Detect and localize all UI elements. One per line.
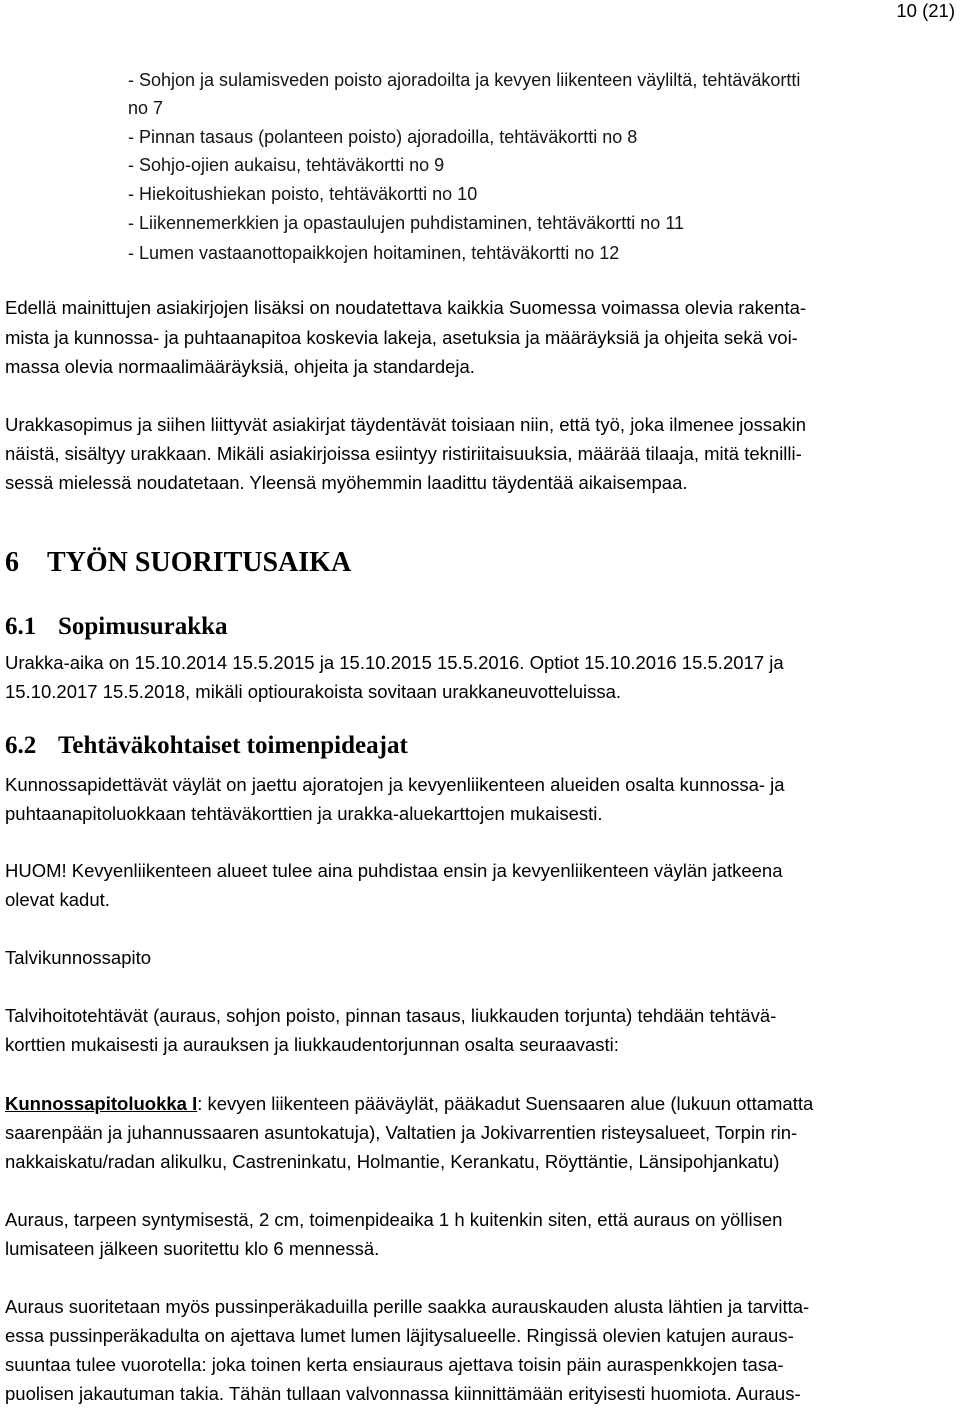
paragraph-line: olevat kadut. (5, 889, 110, 910)
paragraph-line: suuntaa tulee vuorotella: joka toinen kerta ensiauraus ajettava toisin päin auraspenkkojen tasa- (5, 1354, 784, 1375)
paragraph-line: mista ja kunnossa- ja puhtaanapitoa koskevia lakeja, asetuksia ja määräyksiä ja ohjeita sekä voi- (5, 327, 798, 348)
paragraph-line (5, 1093, 955, 1115)
list-line: - Liikennemerkkien ja opastaulujen puhdistaminen, tehtäväkortti no 11 (128, 213, 685, 233)
section-heading-6 (0, 546, 960, 580)
list-line: - Sohjo-ojien aukaisu, tehtäväkortti no 9 (128, 155, 445, 175)
paragraph-line: Auraus, tarpeen syntymisestä, 2 cm, toimenpideaika 1 h kuitenkin siten, että auraus on yöllisen (5, 1209, 783, 1230)
paragraph-line: massa olevia normaalimääräyksiä, ohjeita ja standardeja. (5, 356, 475, 377)
list-line: - Sohjon ja sulamisveden poisto ajoradoilta ja kevyen liikenteen väyliltä, tehtäväkortti (128, 70, 801, 90)
list-line: - Lumen vastaanottopaikkojen hoitaminen, tehtäväkortti no 12 (128, 243, 620, 263)
list-line: - Hiekoitushiekan poisto, tehtäväkortti no 10 (128, 184, 478, 204)
paragraph-line: saarenpään ja juhannussaaren asuntokatuja), Valtatien ja Jokivarrentien risteysalueet, Torpin rin- (5, 1122, 798, 1143)
section-number: 6 (5, 547, 19, 578)
paragraph-line: Kunnossapidettävät väylät on jaettu ajoratojen ja kevyenliikenteen alueiden osalta kunnossa- ja (5, 774, 785, 795)
section-title: Tehtäväkohtaiset toimenpideajat (58, 732, 408, 759)
list-line: no 7 (128, 98, 164, 118)
section-heading-6-1 (0, 612, 960, 642)
section-heading-6-2 (0, 731, 960, 761)
paragraph-line: Urakkasopimus ja siihen liittyvät asiakirjat täydentävät toisiaan niin, että työ, joka ilmenee jossakin (5, 414, 807, 435)
paragraph-line: sessä mielessä noudatetaan. Yleensä myöhemmin laadittu täydentää aikaisempaa. (5, 472, 688, 493)
paragraph-line: näistä, sisältyy urakkaan. Mikäli asiakirjoissa esiintyy ristiriitaisuuksia, määrää tilaaja, mitä teknilli- (5, 443, 802, 464)
list-line: - Pinnan tasaus (polanteen poisto) ajoradoilla, tehtäväkortti no 8 (128, 127, 638, 147)
paragraph-line: nakkaiskatu/radan alikulku, Castreninkatu, Holmantie, Kerankatu, Röyttäntie, Länsipohjankatu) (5, 1151, 780, 1172)
paragraph-line: essa pussinperäkadulta on ajettava lumet lumen läjitysalueelle. Ringissä olevien katujen auraus- (5, 1325, 794, 1346)
paragraph-line: korttien mukaisesti ja aurauksen ja liukkaudentorjunnan osalta seuraavasti: (5, 1034, 619, 1055)
subheading-winter-maintenance: Talvikunnossapito (5, 947, 152, 968)
page-number: 10 (21) (896, 0, 955, 21)
paragraph-line: 15.10.2017 15.5.2018, mikäli optiourakoista sovitaan urakkaneuvotteluissa. (5, 681, 622, 702)
paragraph-line: Urakka-aika on 15.10.2014 15.5.2015 ja 15.10.2015 15.5.2016. Optiot 15.10.2016 15.5.2017 ja (5, 652, 784, 673)
paragraph-line: Edellä mainittujen asiakirjojen lisäksi on noudatettava kaikkia Suomessa voimassa olevia rakenta- (5, 297, 807, 318)
class-description: : kevyen liikenteen pääväylät, pääkadut Suensaaren alue (lukuun ottamatta (197, 1093, 814, 1114)
paragraph-line: HUOM! Kevyenliikenteen alueet tulee aina puhdistaa ensin ja kevyenliikenteen väylän jatkeena (5, 860, 783, 881)
section-number: 6.2 (5, 732, 37, 759)
paragraph-line: Talvihoitotehtävät (auraus, sohjon poisto, pinnan tasaus, liukkauden torjunta) tehdään tehtävä- (5, 1005, 777, 1026)
section-title: TYÖN SUORITUSAIKA (47, 547, 352, 578)
paragraph-line: lumisateen jälkeen suoritettu klo 6 mennessä. (5, 1238, 380, 1259)
section-number: 6.1 (5, 613, 37, 640)
section-title: Sopimusurakka (58, 613, 228, 640)
class-label: Kunnossapitoluokka I (5, 1093, 198, 1114)
paragraph-line: puhtaanapitoluokkaan tehtäväkorttien ja urakka-aluekarttojen mukaisesti. (5, 803, 603, 824)
paragraph-line: Auraus suoritetaan myös pussinperäkaduilla perille saakka aurauskauden alusta lähtien ja tarvitta- (5, 1296, 810, 1317)
paragraph-line: puolisen jakautuman takia. Tähän tullaan valvonnassa kiinnittämään erityisesti huomiota. Auraus- (5, 1383, 801, 1404)
